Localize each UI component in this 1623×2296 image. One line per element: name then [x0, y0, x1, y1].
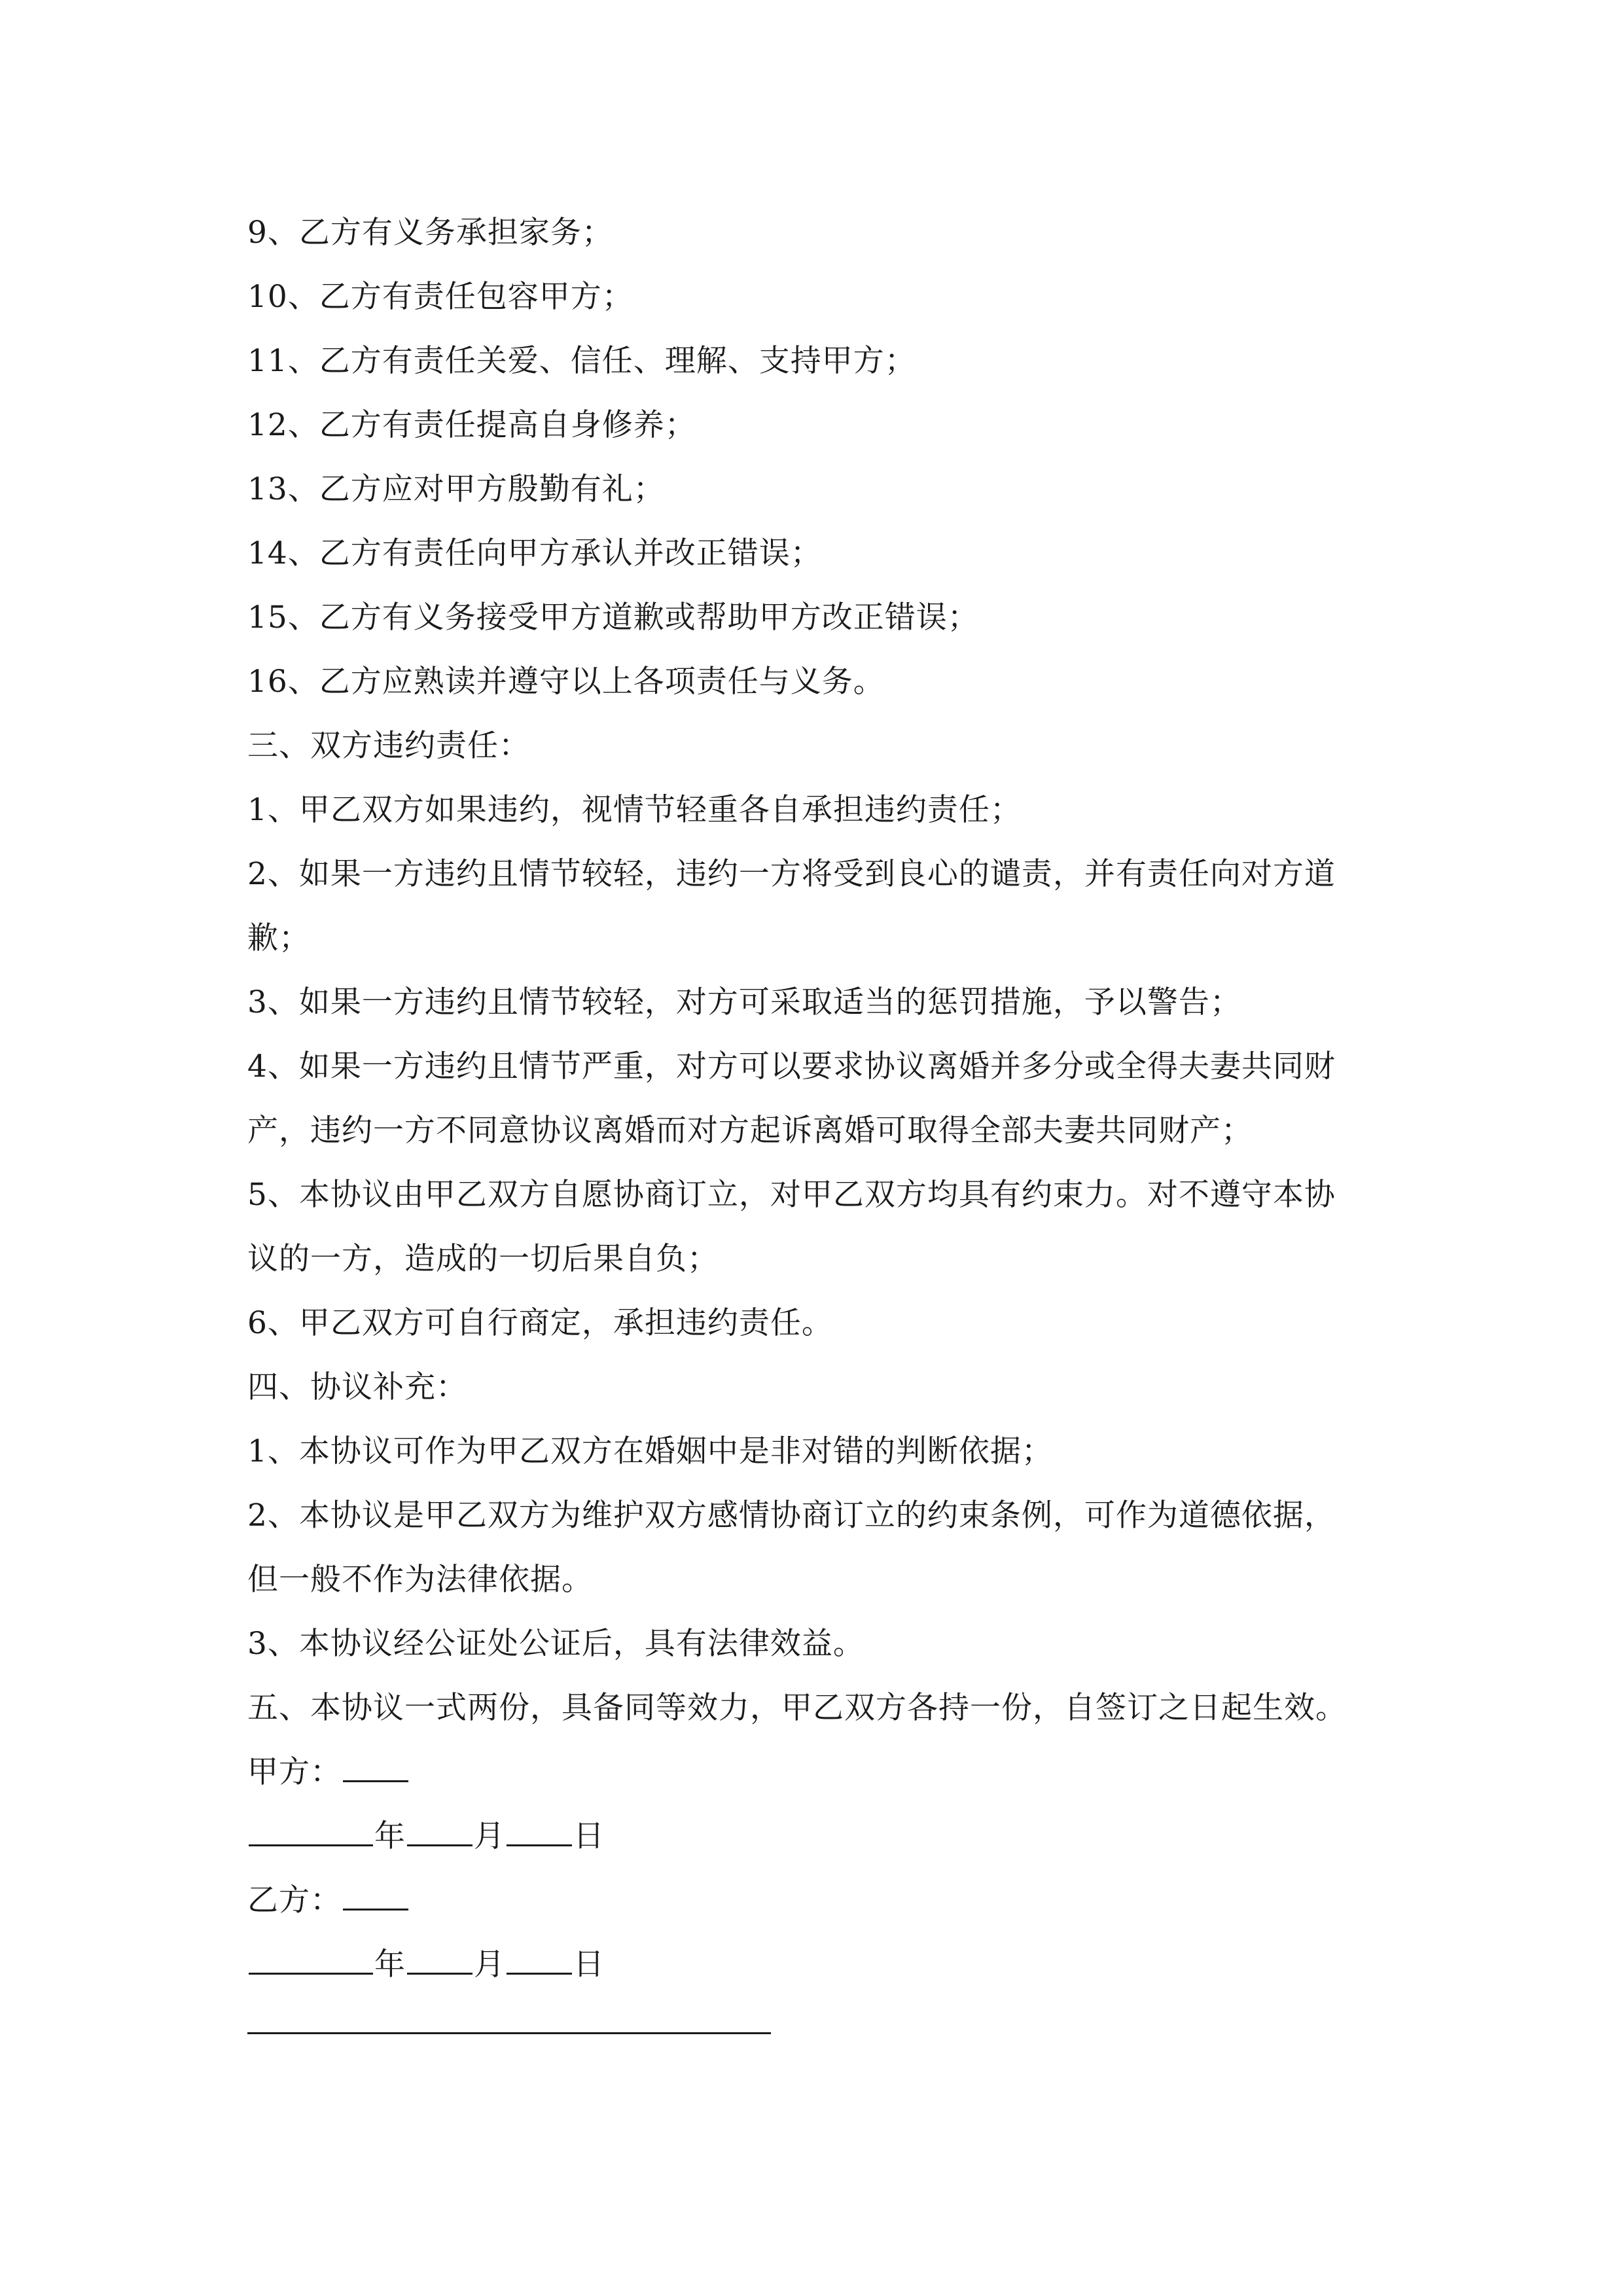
breach-clause-6: 6、甲乙双方可自行商定，承担违约责任。	[247, 1305, 833, 1341]
clause-11: 11、乙方有责任关爱、信任、理解、支持甲方；	[247, 343, 916, 379]
supplement-clause-1: 1、本协议可作为甲乙双方在婚姻中是非对错的判断依据；	[247, 1433, 1053, 1469]
breach-clause-5-line-2: 议的一方，造成的一切后果自负；	[247, 1241, 719, 1277]
party-a-date-row	[247, 1804, 1412, 1869]
clause-13: 13、乙方应对甲方殷勤有礼；	[247, 471, 665, 507]
breach-clause-2-line-1: 2、如果一方违约且情节较轻，违约一方将受到良心的谴责，并有责任向对方道	[247, 856, 1336, 892]
clause-9: 9、乙方有义务承担家务；	[247, 215, 613, 251]
party-b-day-field[interactable]	[507, 1944, 572, 1975]
party-b-label: 乙方：	[247, 1882, 342, 1918]
clause-14: 14、乙方有责任向甲方承认并改正错误；	[247, 535, 822, 571]
party-b-month-field[interactable]	[407, 1944, 473, 1975]
party-a-year-field[interactable]	[249, 1816, 373, 1846]
breach-clause-2-line-2: 歉；	[247, 920, 310, 956]
clause-16: 16、乙方应熟读并遵守以上各项责任与义务。	[247, 664, 885, 700]
party-a-signature-field[interactable]	[343, 1751, 408, 1782]
party-a-signature-row	[247, 1740, 1412, 1804]
party-a-label: 甲方：	[247, 1754, 342, 1790]
party-a-month-field[interactable]	[407, 1816, 473, 1846]
clause-15: 15、乙方有义务接受甲方道歉或帮助甲方改正错误；	[247, 600, 979, 636]
section-heading-breach: 三、双方违约责任：	[247, 728, 530, 764]
breach-clause-5-line-1: 5、本协议由甲乙双方自愿协商订立，对甲乙双方均具有约束力。对不遵守本协	[247, 1177, 1336, 1213]
supplement-clause-2-line-1: 2、本协议是甲乙双方为维护双方感情协商订立的约束条例，可作为道德依据，	[247, 1498, 1336, 1534]
day-label: 日	[573, 1946, 605, 1982]
month-label: 月	[474, 1946, 505, 1982]
supplement-clause-2-line-2: 但一般不作为法律依据。	[247, 1562, 593, 1598]
party-b-year-field[interactable]	[249, 1944, 373, 1975]
party-b-date-row	[247, 1933, 1412, 1997]
party-b-signature-field[interactable]	[343, 1880, 408, 1910]
section-heading-supplement: 四、协议补充：	[247, 1369, 467, 1405]
party-b-signature-row	[247, 1869, 1412, 1933]
breach-clause-4-line-2: 产，违约一方不同意协议离婚而对方起诉离婚可取得全部夫妻共同财产；	[247, 1113, 1253, 1149]
year-label: 年	[374, 1818, 406, 1854]
section-five-copies: 五、本协议一式两份，具备同等效力，甲乙双方各持一份，自签订之日起生效。	[247, 1690, 1347, 1726]
month-label: 月	[474, 1818, 505, 1854]
breach-clause-4-line-1: 4、如果一方违约且情节严重，对方可以要求协议离婚并多分或全得夫妻共同财	[247, 1049, 1336, 1085]
year-label: 年	[374, 1946, 406, 1982]
clause-12: 12、乙方有责任提高自身修养；	[247, 407, 696, 443]
day-label: 日	[573, 1818, 605, 1854]
supplement-clause-3: 3、本协议经公证处公证后，具有法律效益。	[247, 1626, 865, 1662]
agreement-body	[247, 201, 1412, 1997]
breach-clause-3: 3、如果一方违约且情节较轻，对方可采取适当的惩罚措施，予以警告；	[247, 984, 1241, 1020]
clause-10: 10、乙方有责任包容甲方；	[247, 279, 633, 315]
party-a-day-field[interactable]	[507, 1816, 572, 1846]
closing-divider	[247, 2032, 771, 2034]
breach-clause-1: 1、甲乙双方如果违约，视情节轻重各自承担违约责任；	[247, 792, 1022, 828]
